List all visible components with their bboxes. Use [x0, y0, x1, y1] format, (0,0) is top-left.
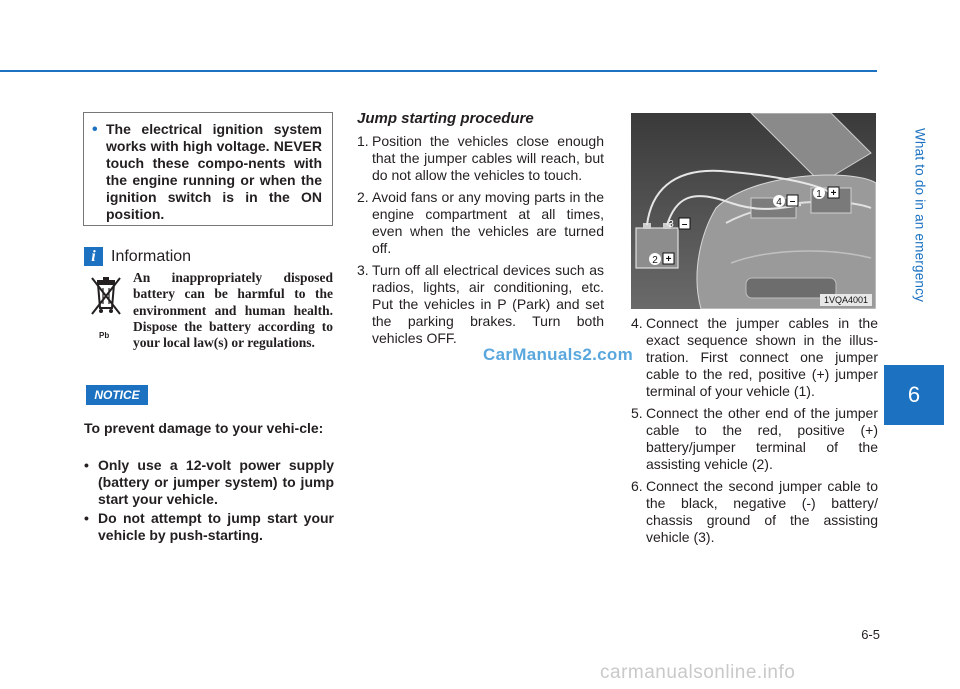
notice-badge: NOTICE — [86, 385, 148, 405]
procedure-steps-continued — [631, 315, 878, 551]
jump-start-illustration — [631, 113, 876, 309]
svg-text:+: + — [665, 254, 672, 265]
chapter-side-title: What to do in an emergency — [912, 127, 928, 303]
step-text: Position the vehicles close enough that the jumper cables will reach, but do not allow the vehicles to touch. — [372, 133, 604, 183]
procedure-step — [631, 478, 878, 546]
information-title: Information — [111, 247, 192, 265]
procedure-step — [357, 189, 604, 257]
procedure-step — [631, 315, 878, 400]
step-number: 5. — [631, 405, 643, 421]
warning-text: The electrical ignition system works with high voltage. NEVER touch these compo-nents with the engine running or when the ignition switch is in the ON position. — [106, 121, 322, 222]
figure-code: 1VQA4001 — [820, 294, 872, 306]
step-number: 6. — [631, 478, 643, 494]
information-heading — [84, 247, 191, 266]
step-number: 1. — [357, 133, 369, 149]
svg-text:–: – — [681, 219, 688, 230]
notice-item-text: Do not attempt to jump start your vehicle by push-starting. — [98, 510, 334, 543]
procedure-step — [357, 133, 604, 184]
info-icon: i — [84, 247, 103, 266]
crossed-bin-icon — [84, 270, 128, 318]
svg-text:2: 2 — [652, 255, 658, 266]
step-number: 4. — [631, 315, 643, 331]
procedure-step — [357, 262, 604, 347]
step-number: 2. — [357, 189, 369, 205]
step-text: Turn off all electrical devices such as radios, lights, air conditioning, etc. Put the vehicles in P (Park) and set the parking brakes. Turn both vehicles OFF. — [372, 262, 604, 346]
header-rule — [0, 70, 877, 72]
notice-item — [84, 510, 334, 544]
page-number: 6-5 — [861, 627, 880, 642]
svg-text:3: 3 — [668, 219, 674, 230]
notice-item — [84, 457, 334, 508]
notice-list — [84, 457, 334, 546]
svg-text:–: – — [789, 196, 796, 207]
warning-item — [92, 121, 322, 223]
bin-label: Pb — [99, 331, 110, 340]
step-text: Connect the jumper cables in the exact sequence shown in the illus-tration. First connect one jumper cable to the red, positive (+) jumper terminal of your vehicle (1). — [646, 315, 878, 399]
section-title: Jump starting procedure — [357, 110, 534, 127]
bullet-icon: • — [84, 510, 89, 526]
warning-box — [83, 112, 333, 226]
svg-text:4: 4 — [776, 197, 782, 208]
bullet-icon: • — [84, 457, 89, 473]
step-text: Connect the other end of the jumper cable to the red, positive (+) battery/jumper terminal of the assisting vehicle (2). — [646, 405, 878, 472]
notice-item-text: Only use a 12-volt power supply (battery or jumper system) to jump start your vehicle. — [98, 457, 334, 507]
engine-bay-drawing — [631, 113, 876, 309]
notice-intro: To prevent damage to your vehi-cle: — [84, 420, 324, 436]
step-text: Connect the second jumper cable to the black, negative (-) battery/ chassis ground of the assisting vehicle (3). — [646, 478, 878, 545]
footer-watermark: carmanualsonline.info — [600, 662, 796, 683]
information-body: An inappropriately disposed battery can be harmful to the environment and human health. Dispose the battery according to your local law(s) or regulations. — [133, 270, 333, 351]
step-text: Avoid fans or any moving parts in the engine compartment at all times, even when the vehicles are turned off. — [372, 189, 604, 256]
step-number: 3. — [357, 262, 369, 278]
callout-3 — [668, 218, 690, 230]
svg-text:+: + — [830, 188, 837, 199]
procedure-step — [631, 405, 878, 473]
watermark-link[interactable]: CarManuals2.com — [483, 345, 633, 364]
chapter-tab[interactable]: 6 — [884, 365, 944, 425]
procedure-steps — [357, 133, 604, 352]
svg-text:1: 1 — [816, 189, 822, 200]
bullet-icon: • — [92, 121, 98, 138]
